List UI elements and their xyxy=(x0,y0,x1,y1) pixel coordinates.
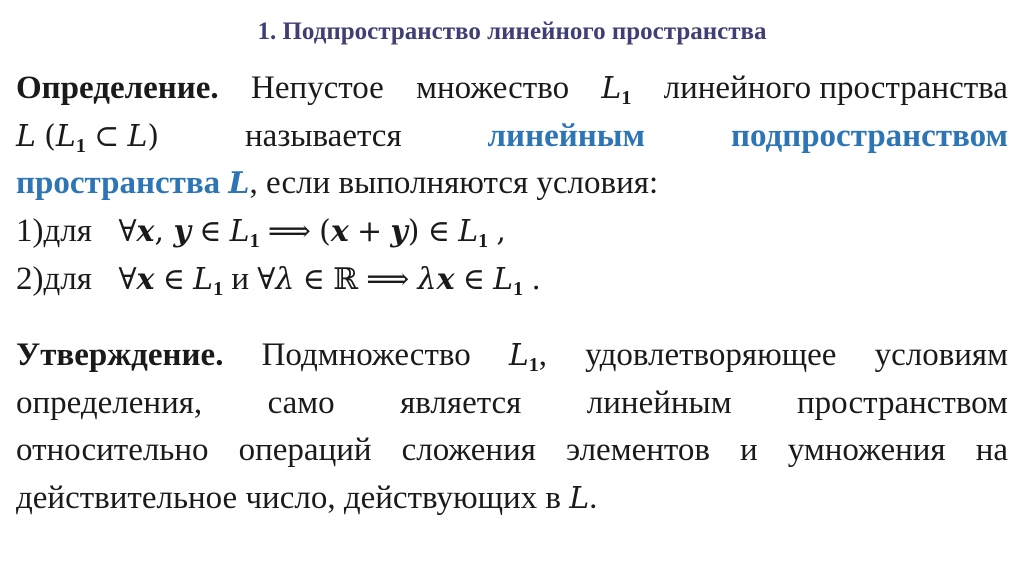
definition-subset-expression: L ($L_1$ ⊂ L) xyxy=(16,119,160,157)
condition-2-formula: ∀x ∈ $L_1$ и ∀λ ∈ ℝ ⟹ λx ∈ $L_1$ . xyxy=(118,261,541,300)
definition-line-1-tail: линейного пространства xyxy=(663,70,1008,106)
statement-word: линейным xyxy=(586,385,732,421)
definition-line-2 xyxy=(16,116,1008,166)
statement-line-4-text: действительное число, действующих в xyxy=(16,480,561,516)
definition-term-space: пространства L xyxy=(16,165,250,201)
definition-word-set: множество xyxy=(416,70,570,106)
statement-word: операций xyxy=(238,432,372,468)
definition-label: Определение. xyxy=(16,70,219,106)
condition-2-prefix: 2)для xyxy=(16,261,92,297)
statement-word: определения, xyxy=(16,385,203,421)
definition-line-1 xyxy=(16,68,1008,118)
statement-word-subset: Подмножество xyxy=(261,337,471,373)
statement-word: является xyxy=(400,385,522,421)
slide-title: 1. Подпространство линейного пространства xyxy=(257,18,767,45)
statement-word: относительно xyxy=(16,432,209,468)
statement-line-2 xyxy=(16,383,1008,423)
statement-label: Утверждение. xyxy=(16,337,224,373)
statement-word: умножения xyxy=(787,432,946,468)
definition-line-3 xyxy=(16,163,1008,204)
statement-word: само xyxy=(267,385,335,421)
definition-conditions-intro: , если выполняются условия: xyxy=(249,165,659,201)
statement-line-3 xyxy=(16,430,1008,470)
definition-word-nonempty: Непустое xyxy=(250,70,384,106)
definition-term-linear: линейным xyxy=(487,118,646,154)
definition-called: называется xyxy=(245,118,402,154)
statement-line-4 xyxy=(16,478,1008,519)
condition-2 xyxy=(16,259,1008,309)
condition-1 xyxy=(16,211,1008,261)
definition-term-subspace: подпространством xyxy=(730,118,1008,154)
statement-word: элементов xyxy=(566,432,710,468)
condition-1-formula: ∀x, y ∈ $L_1$ ⟹ (x + y) ∈ $L_1$ , xyxy=(118,214,506,252)
definition-l1-symbol: $L_1$ xyxy=(601,71,632,109)
condition-1-prefix: 1)для xyxy=(16,213,92,249)
statement-word-satisfying: удовлетворяющее xyxy=(585,337,837,373)
statement-word: сложения xyxy=(401,432,536,468)
statement-word: пространством xyxy=(797,385,1008,421)
statement-word: и xyxy=(740,432,758,468)
statement-line-1 xyxy=(16,335,1008,385)
statement-space-symbol: L. xyxy=(569,480,598,516)
statement-word: на xyxy=(975,432,1008,468)
statement-word-conditions: условиям xyxy=(874,337,1008,373)
statement-l1-symbol: $L_1$, xyxy=(508,337,548,376)
